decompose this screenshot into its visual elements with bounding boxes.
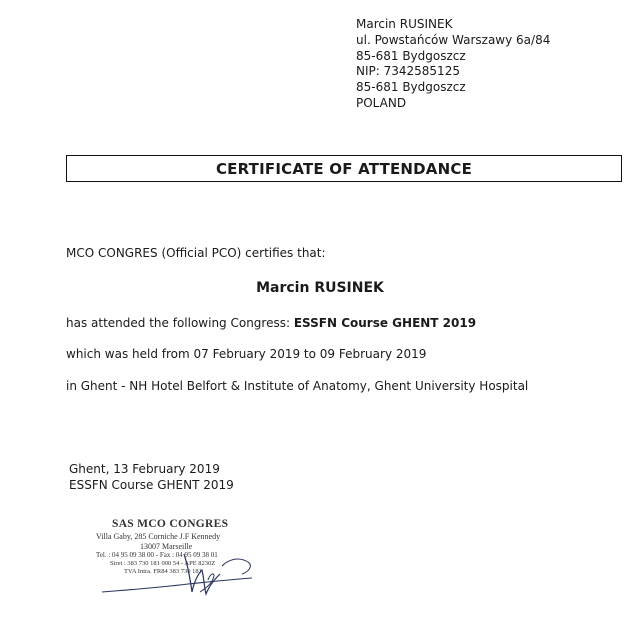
stamp-address: Villa Gaby, 285 Corniche J.F Kennedy <box>96 532 221 541</box>
attendance-statement <box>66 316 476 330</box>
recipient-name: Marcin RUSINEK <box>356 17 453 31</box>
recipient-country: POLAND <box>356 95 407 110</box>
recipient-street: ul. Powstańców Warszawy 6a/84 <box>356 32 551 47</box>
stamp-siret: Siret : 383 730 181 000 54 - APE 8230Z <box>110 560 216 567</box>
stamp-company-name: SAS MCO CONGRES <box>112 518 229 530</box>
recipient-city-repeat: 85-681 Bydgoszcz <box>356 80 466 95</box>
recipient-nip: NIP: 7342585125 <box>356 64 460 79</box>
issue-place-date: Ghent, 13 February 2019 <box>69 462 220 476</box>
event-venue: in Ghent - NH Hotel Belfort & Institute of Anatomy, Ghent University Hospital <box>66 379 529 393</box>
recipient-city: 85-681 Bydgoszcz <box>356 48 466 63</box>
congress-name: ESSFN Course GHENT 2019 <box>293 316 477 330</box>
certifier-statement: MCO CONGRES (Official PCO) certifies that: <box>66 246 326 260</box>
event-dates: which was held from 07 February 2019 to 09 February 2019 <box>66 347 427 361</box>
handwritten-signature <box>96 544 266 596</box>
stamp-phone-fax: Tel. : 04 95 09 38 00 - Fax : 04 95 09 38 01 <box>96 551 218 559</box>
issue-footer <box>69 461 234 493</box>
attendance-prefix: has attended the following Congress: <box>66 316 294 330</box>
stamp-city: 13007 Marseille <box>140 542 193 551</box>
stamp-tva: TVA Intra. FR84 383 730 181 <box>124 568 202 575</box>
recipient-address-block <box>356 17 550 112</box>
certificate-title-box <box>66 155 622 182</box>
attendee-name: Marcin RUSINEK <box>256 280 384 296</box>
certificate-title: CERTIFICATE OF ATTENDANCE <box>215 159 473 178</box>
issue-event-name: ESSFN Course GHENT 2019 <box>69 478 234 492</box>
